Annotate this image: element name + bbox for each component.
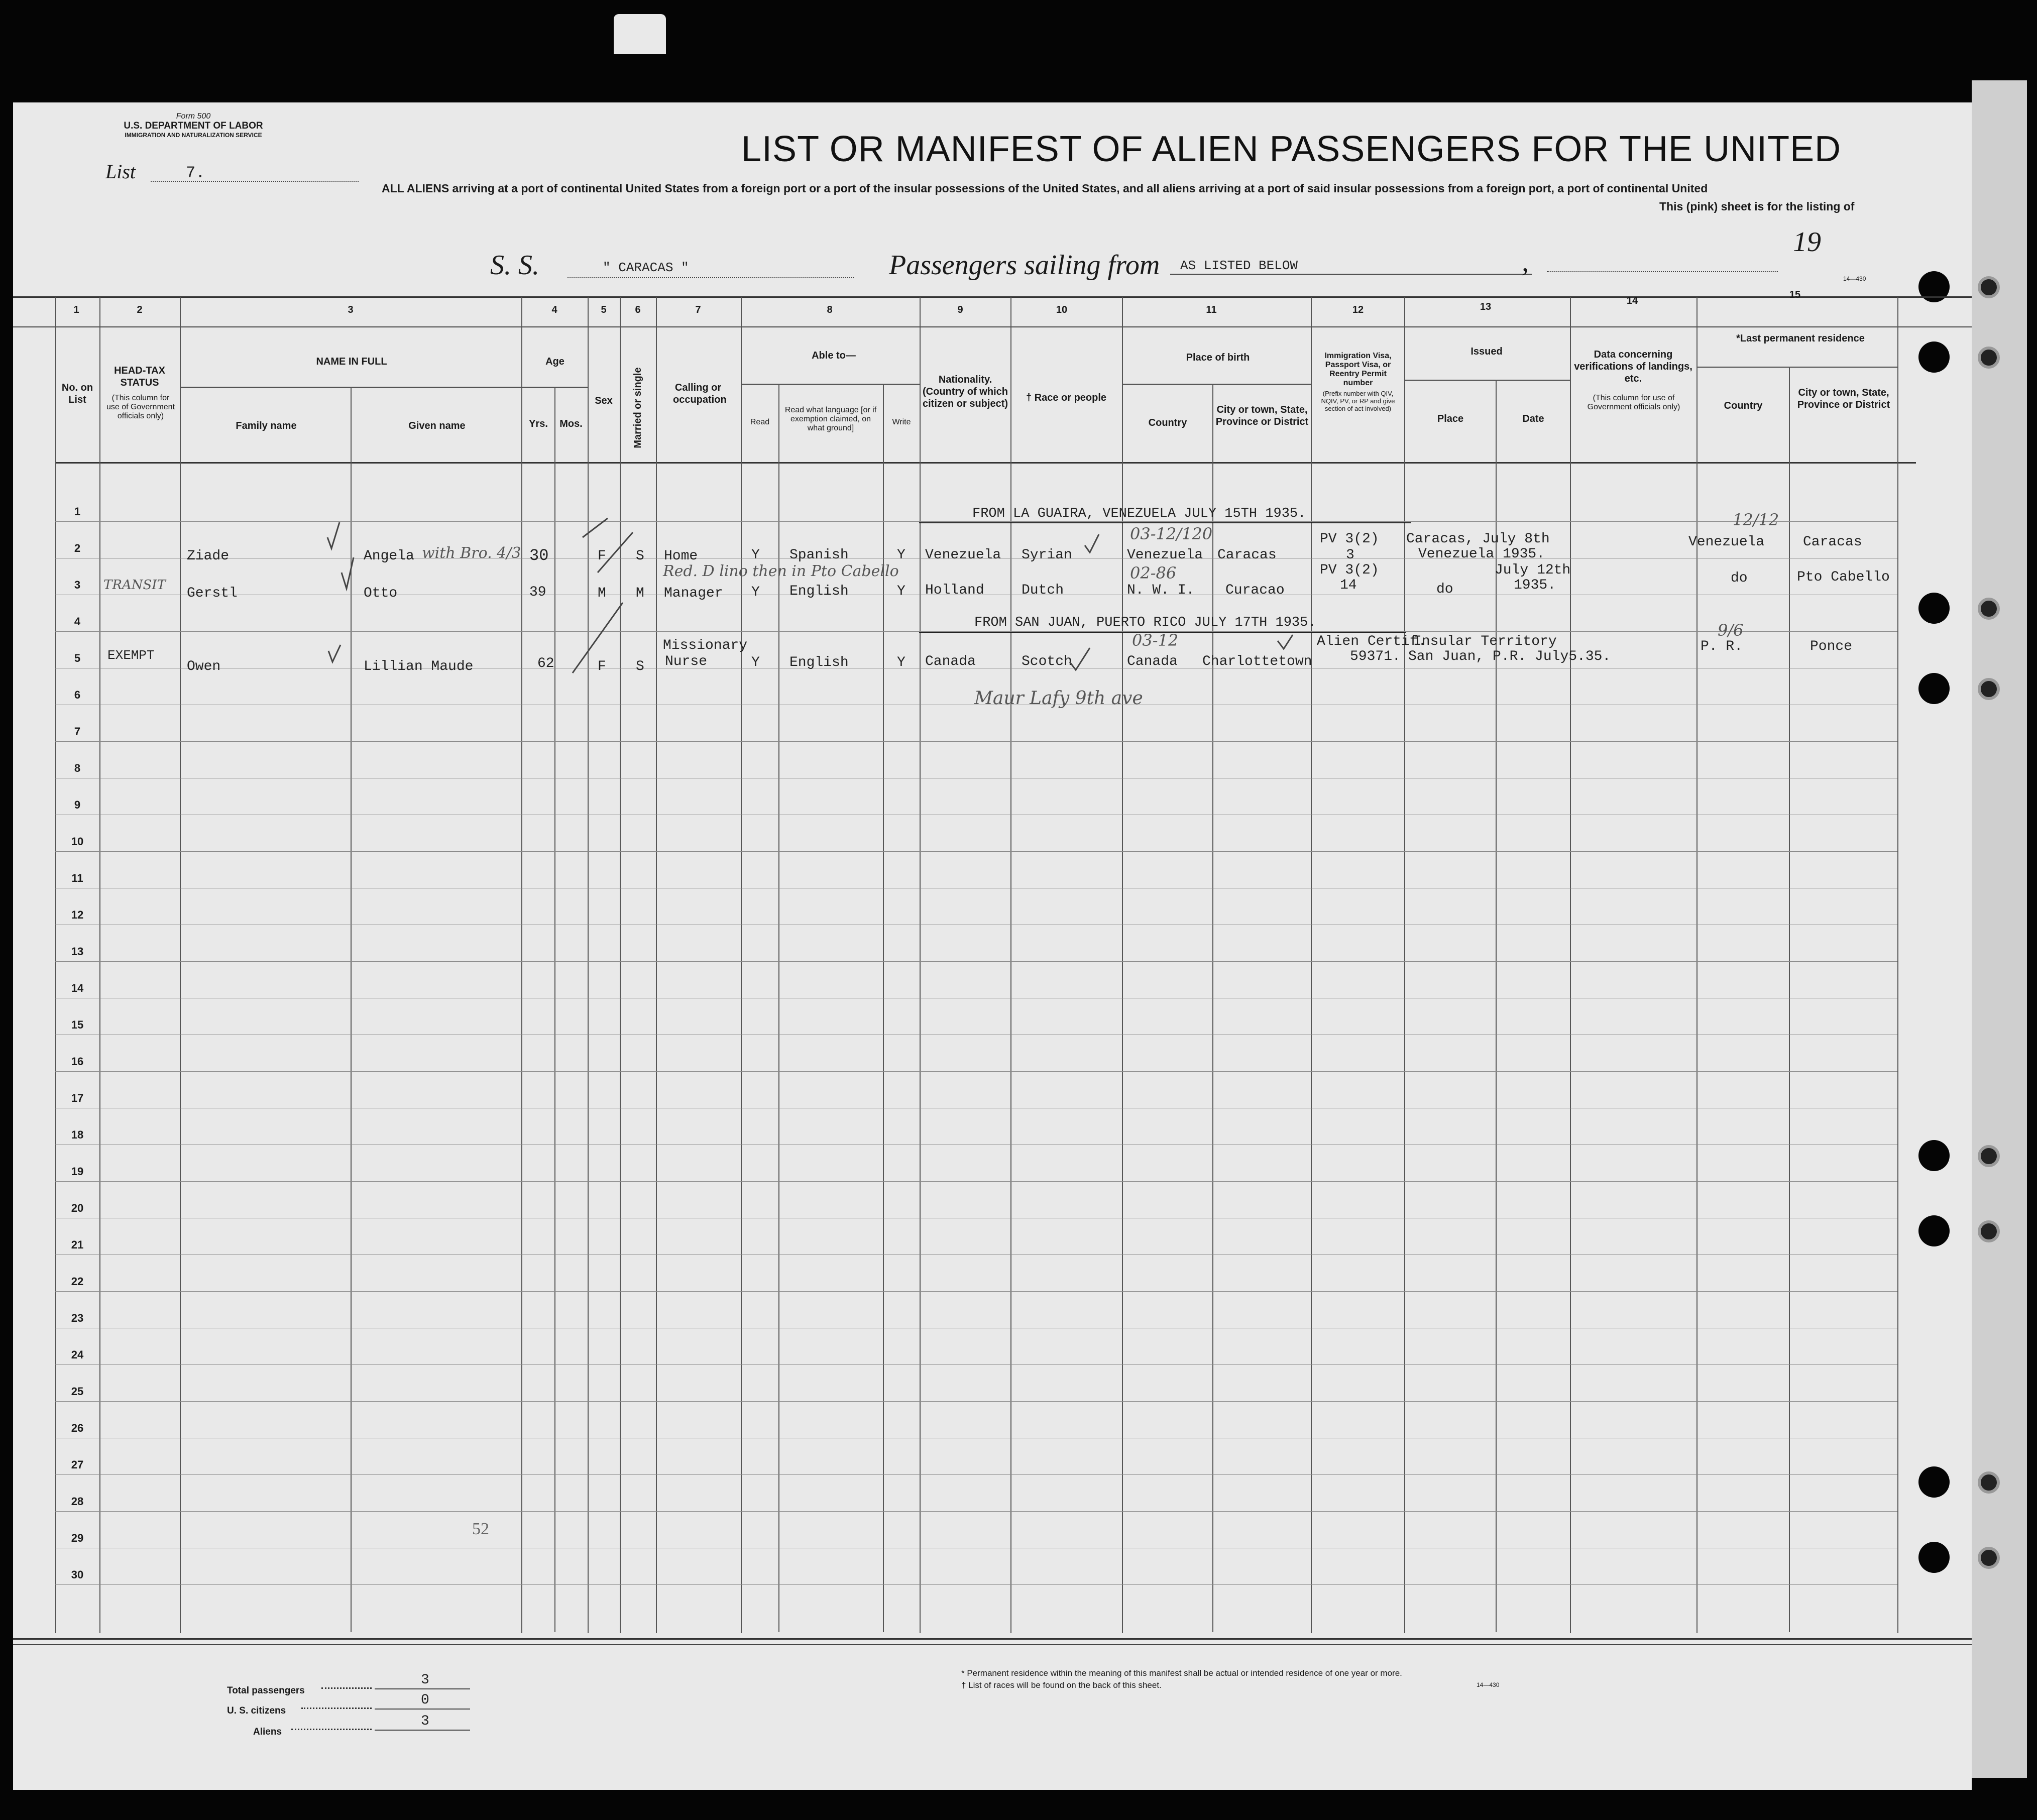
residence-country: Venezuela [1688, 534, 1765, 550]
row-number: 2 [74, 542, 81, 554]
header-head-tax: HEAD-TAX STATUS [114, 365, 165, 388]
header-given-name: Given name [408, 420, 466, 431]
occupation-2: Nurse [665, 654, 708, 669]
footnote-code: 14—430 [1477, 1681, 1500, 1688]
occupation: Home [664, 548, 698, 564]
aliens-label: Aliens [253, 1727, 282, 1737]
row-number: 21 [71, 1238, 84, 1251]
family-name: Owen [187, 659, 221, 674]
comma: , [1522, 247, 1529, 278]
department: U.S. DEPARTMENT OF LABOR [124, 121, 263, 131]
col-number: 10 [1056, 304, 1068, 315]
row-number: 22 [71, 1275, 84, 1288]
check-mark-icon [327, 522, 340, 548]
header-data-note: (This column for use of Government officials only) [1587, 394, 1680, 411]
visa: PV 3(2) [1320, 531, 1379, 547]
row-number: 9 [74, 799, 81, 811]
visa: Alien Certif. [1317, 634, 1427, 649]
slash-mark [573, 603, 623, 673]
dots [321, 1687, 372, 1689]
head-tax-status: EXEMPT [107, 648, 155, 663]
row-number: 15 [71, 1018, 84, 1031]
header-head-tax-note: (This column for use of Government officials only) [106, 394, 175, 420]
birth-country: N. W. I. [1127, 583, 1195, 598]
sex: F [598, 659, 606, 674]
check-mark-icon [1278, 635, 1293, 649]
read: Y [751, 585, 760, 600]
header-mos: Mos. [559, 418, 583, 429]
row-number: 19 [71, 1165, 84, 1178]
row-number: 18 [71, 1128, 84, 1141]
header-visa: Immigration Visa, Passport Visa, or Reentry Permit number [1324, 352, 1392, 387]
birth-city: Curacao [1225, 583, 1285, 598]
language: English [789, 655, 849, 670]
handwritten-code: 03-12/120 [1130, 524, 1213, 543]
col-number: 5 [601, 304, 607, 315]
us-citizens-label: U. S. citizens [227, 1705, 286, 1716]
page-title: LIST OR MANIFEST OF ALIEN PASSENGERS FOR THE UNITED [741, 129, 1842, 169]
row-number: 1 [74, 505, 81, 518]
section-header-san-juan: FROM SAN JUAN, PUERTO RICO JULY 17TH 1935. [974, 615, 1316, 630]
header-married: Married or single [632, 367, 643, 448]
issued-place: do [1436, 582, 1453, 597]
header-read: Read [750, 418, 770, 426]
residence-city: Caracas [1803, 534, 1862, 550]
col-number: 11 [1206, 304, 1217, 315]
ship-name: " CARACAS " [603, 260, 689, 275]
section-header-la-guaira: FROM LA GUAIRA, VENEZUELA JULY 15TH 1935. [972, 506, 1306, 521]
race: Scotch [1022, 654, 1072, 669]
row-number: 10 [71, 835, 84, 848]
row-number: 26 [71, 1422, 84, 1434]
col-number: 9 [957, 304, 963, 315]
header-sex: Sex [595, 395, 613, 406]
age-years: 62 [537, 656, 554, 671]
header-data-concerning: Data concerning verifications of landings, etc. [1574, 349, 1692, 384]
row-number: 5 [74, 652, 81, 664]
ss-label: S. S. [490, 250, 539, 281]
row-number: 24 [71, 1348, 84, 1361]
race: Dutch [1022, 583, 1064, 598]
nationality: Venezuela [925, 547, 1001, 563]
header-race: † Race or people [1026, 392, 1107, 403]
col-number: 7 [695, 304, 701, 315]
handwritten-code: 9/6 [1718, 621, 1744, 640]
subtitle-line-2: This (pink) sheet is for the listing of [1659, 200, 1855, 213]
write: Y [897, 547, 906, 563]
citizens-line [375, 1709, 470, 1710]
col-number: 3 [348, 304, 354, 315]
occupation: Manager [664, 586, 723, 601]
row-number: 20 [71, 1202, 84, 1214]
slash-mark [583, 518, 608, 537]
visa-number: 14 [1340, 578, 1357, 593]
stamp-number: 52 [472, 1520, 489, 1538]
marital-status: M [636, 586, 644, 601]
birth-country: Canada [1127, 654, 1178, 669]
given-name: Lillian Maude [364, 659, 474, 674]
head-tax-status: TRANSIT [103, 578, 166, 593]
header-issued-date: Date [1522, 413, 1544, 424]
header-nationality: Nationality. (Country of which citizen or subject) [922, 374, 1008, 409]
header-calling: Calling or occupation [673, 382, 727, 405]
list-label: List [105, 160, 136, 183]
given-name: Otto [364, 586, 398, 601]
sailing-label: Passengers sailing from [889, 250, 1160, 281]
slash-mark [598, 532, 633, 573]
row-number: 7 [74, 725, 81, 738]
dots [291, 1729, 372, 1730]
corner-code: 14—430 [1843, 275, 1866, 282]
header-no-on-list: No. on List [61, 382, 93, 405]
total-passengers-label: Total passengers [227, 1685, 305, 1696]
row-number: 29 [71, 1532, 84, 1544]
handwritten-note: with Bro. 4/3 [422, 544, 521, 562]
handwritten-note: Red. D lino then in Pto Cabello [663, 562, 899, 580]
header-name-in-full: NAME IN FULL [316, 356, 387, 367]
row-number: 17 [71, 1092, 84, 1104]
row-number: 4 [74, 615, 81, 628]
form-number: Form 500 [176, 112, 211, 121]
handwritten-code: 02-86 [1130, 563, 1177, 583]
residence-city: Ponce [1810, 639, 1853, 654]
row-number: 25 [71, 1385, 84, 1398]
issued-place-2: San Juan, P.R. July5.35. [1408, 649, 1611, 664]
sex: F [598, 548, 606, 564]
row-number: 14 [71, 982, 84, 994]
header-write: Write [892, 418, 911, 426]
year-label: 19 [1793, 226, 1821, 258]
check-mark-icon [1070, 648, 1090, 670]
list-number: 7. [186, 164, 205, 182]
row-number: 16 [71, 1055, 84, 1068]
language: Spanish [789, 547, 849, 563]
row-number: 30 [71, 1568, 84, 1581]
col-number: 14 [1626, 295, 1638, 306]
family-name: Gerstl [187, 586, 238, 601]
footnote-1: * Permanent residence within the meaning of this manifest shall be actual or intended residence of one year or more. [961, 1668, 1402, 1678]
col-number: 2 [137, 304, 143, 315]
row-number: 3 [74, 579, 81, 591]
header-last-residence: *Last permanent residence [1736, 333, 1865, 344]
header-place-of-birth: Place of birth [1186, 352, 1250, 363]
read: Y [751, 655, 760, 670]
row-number: 27 [71, 1458, 84, 1471]
occupation: Missionary [663, 638, 748, 653]
service: IMMIGRATION AND NATURALIZATION SERVICE [125, 132, 262, 139]
issued-place: Caracas, July 8th [1406, 531, 1550, 547]
write: Y [897, 584, 906, 599]
dots [301, 1708, 372, 1709]
col-number: 13 [1480, 301, 1492, 312]
race: Syrian [1022, 547, 1072, 563]
header-issued-place: Place [1437, 413, 1464, 424]
read: Y [751, 547, 760, 563]
row-number: 23 [71, 1312, 84, 1324]
row-number: 11 [71, 872, 83, 884]
write: Y [897, 655, 906, 670]
header-res-country: Country [1724, 400, 1763, 411]
residence-city: Pto Cabello [1797, 570, 1890, 585]
check-mark-icon [328, 645, 341, 662]
col-number: 8 [827, 304, 833, 315]
visa: PV 3(2) [1320, 562, 1379, 578]
nationality: Canada [925, 654, 976, 669]
row-number: 8 [74, 762, 81, 774]
header-able-to: Able to— [812, 350, 856, 361]
total-line [375, 1688, 470, 1689]
given-name: Angela [364, 548, 414, 564]
birth-country: Venezuela [1127, 547, 1203, 563]
header-yrs: Yrs. [529, 418, 548, 429]
family-name: Ziade [187, 548, 230, 564]
residence-country: P. R. [1701, 639, 1743, 654]
birth-city: Caracas [1217, 547, 1277, 563]
total-passengers: 3 [421, 1672, 429, 1688]
nationality: Holland [925, 583, 984, 598]
footnote-2: † List of races will be found on the back of this sheet. [961, 1680, 1162, 1690]
age-years: 30 [529, 546, 549, 565]
header-visa-note: (Prefix number with QIV, NQIV, PV, or RP and give section of act involved) [1321, 390, 1395, 412]
language: English [789, 584, 849, 599]
residence-country: do [1731, 571, 1748, 586]
col-number: 15 [1789, 289, 1801, 300]
issued-place: Insular Territory [1413, 634, 1557, 649]
col-number: 6 [635, 304, 641, 315]
birth-city: Charlottetown [1202, 654, 1312, 669]
row-number: 28 [71, 1495, 84, 1508]
header-res-city: City or town, State, Province or District [1797, 387, 1890, 410]
age-years: 39 [529, 585, 546, 600]
row-number: 6 [74, 689, 81, 701]
us-citizens: 0 [421, 1692, 429, 1708]
header-issued: Issued [1470, 346, 1503, 357]
issued-place-2: Venezuela 1935. [1418, 546, 1545, 562]
header-birth-city: City or town, State, Province or District [1215, 404, 1309, 427]
sex: M [598, 586, 606, 601]
marital-status: S [636, 548, 644, 564]
aliens-line [375, 1730, 470, 1731]
col-number: 1 [73, 304, 79, 315]
aliens: 3 [421, 1714, 429, 1729]
handwritten-note: Maur Lafy 9th ave [974, 688, 1143, 709]
header-family-name: Family name [236, 420, 297, 431]
col-number: 12 [1352, 304, 1364, 315]
row-number: 13 [71, 945, 84, 958]
visa-number: 3 [1346, 547, 1354, 563]
check-mark-icon [342, 557, 354, 589]
sailing-from: AS LISTED BELOW [1180, 258, 1298, 273]
handwritten-code: 03-12 [1132, 631, 1179, 650]
subtitle-line-1: ALL ALIENS arriving at a port of continental United States from a foreign port or a port of the insular possessions of the United States, and all aliens arriving at a port of said insular possessions from a foreign port, a port of continental United [382, 182, 1708, 195]
issued-date-2: 1935. [1514, 578, 1556, 593]
header-birth-country: Country [1148, 417, 1187, 428]
check-mark-icon [1085, 534, 1099, 552]
visa-number: 59371. [1350, 649, 1401, 664]
handwritten-code: 12/12 [1733, 510, 1779, 529]
col-number: 4 [551, 304, 557, 315]
header-read-what: Read what language [or if exemption claimed, on what ground] [784, 406, 877, 432]
marital-status: S [636, 659, 644, 674]
header-age: Age [545, 356, 564, 367]
row-number: 12 [71, 908, 84, 921]
issued-date: July 12th [1495, 562, 1571, 578]
